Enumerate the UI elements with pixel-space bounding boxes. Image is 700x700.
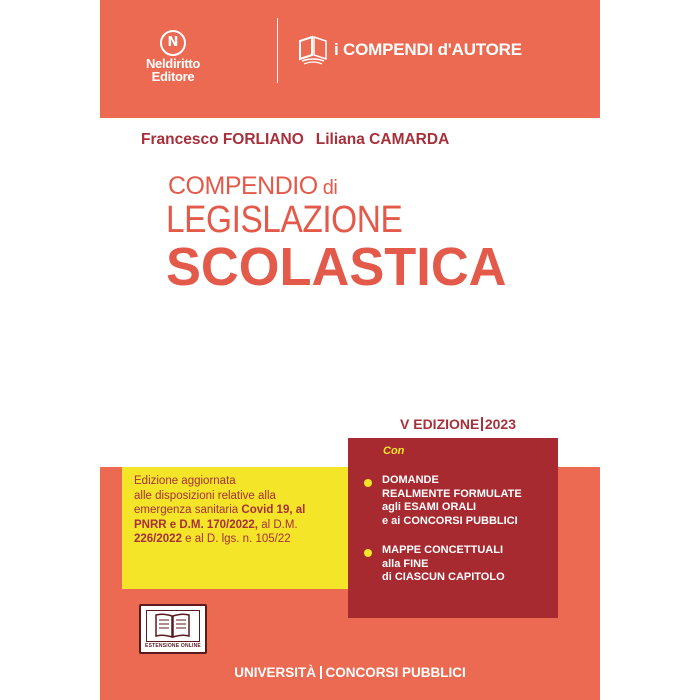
book-frame-icon xyxy=(146,610,200,642)
open-book-icon xyxy=(296,33,330,67)
publisher-logo xyxy=(138,30,208,90)
update-note-text: Edizione aggiornata alle disposizioni relative alla emergenza sanitaria Covid 19, al PNRR e D.M. 170/2022, al D.M. 226/2022 e al D. lgs. n. 105/22 xyxy=(134,475,306,545)
publisher-name-line2: Editore xyxy=(151,69,195,84)
footer-audience: UNIVERSITÀ CONCORSI PUBBLICI xyxy=(234,665,466,680)
publisher-mark-icon: N xyxy=(160,30,186,56)
top-band xyxy=(100,0,600,118)
online-extension-badge xyxy=(139,604,207,654)
feature-item-questions: DOMANDE REALMENTE FORMULATE agli ESAMI ORALI e ai CONCORSI PUBBLICI xyxy=(382,474,522,527)
features-intro: Con xyxy=(383,445,405,457)
open-book-icon xyxy=(147,611,198,640)
title-line-1: COMPENDIO di xyxy=(168,172,338,200)
series-name: i COMPENDI d'AUTORE xyxy=(334,40,522,59)
book-cover xyxy=(100,0,600,700)
authors xyxy=(141,131,449,149)
features-box xyxy=(348,438,558,618)
author-2: Liliana CAMARDA xyxy=(315,131,450,148)
publisher-name-line1: Neldiritto xyxy=(145,56,201,71)
feature-item-maps: MAPPE CONCETTUALI alla FINE di CIASCUN CAPITOLO xyxy=(382,544,505,583)
bullet-icon xyxy=(364,549,372,557)
header-divider xyxy=(277,18,278,83)
author-1: Francesco FORLIANO xyxy=(141,131,304,148)
title-line-3: SCOLASTICA xyxy=(166,237,507,297)
title-line-2: LEGISLAZIONE xyxy=(166,199,403,241)
bullet-icon xyxy=(364,479,372,487)
series-logo xyxy=(296,30,522,70)
online-extension-label: ESTENSIONE ONLINE xyxy=(145,643,201,649)
edition-label: V EDIZIONE 2023 xyxy=(400,416,517,432)
